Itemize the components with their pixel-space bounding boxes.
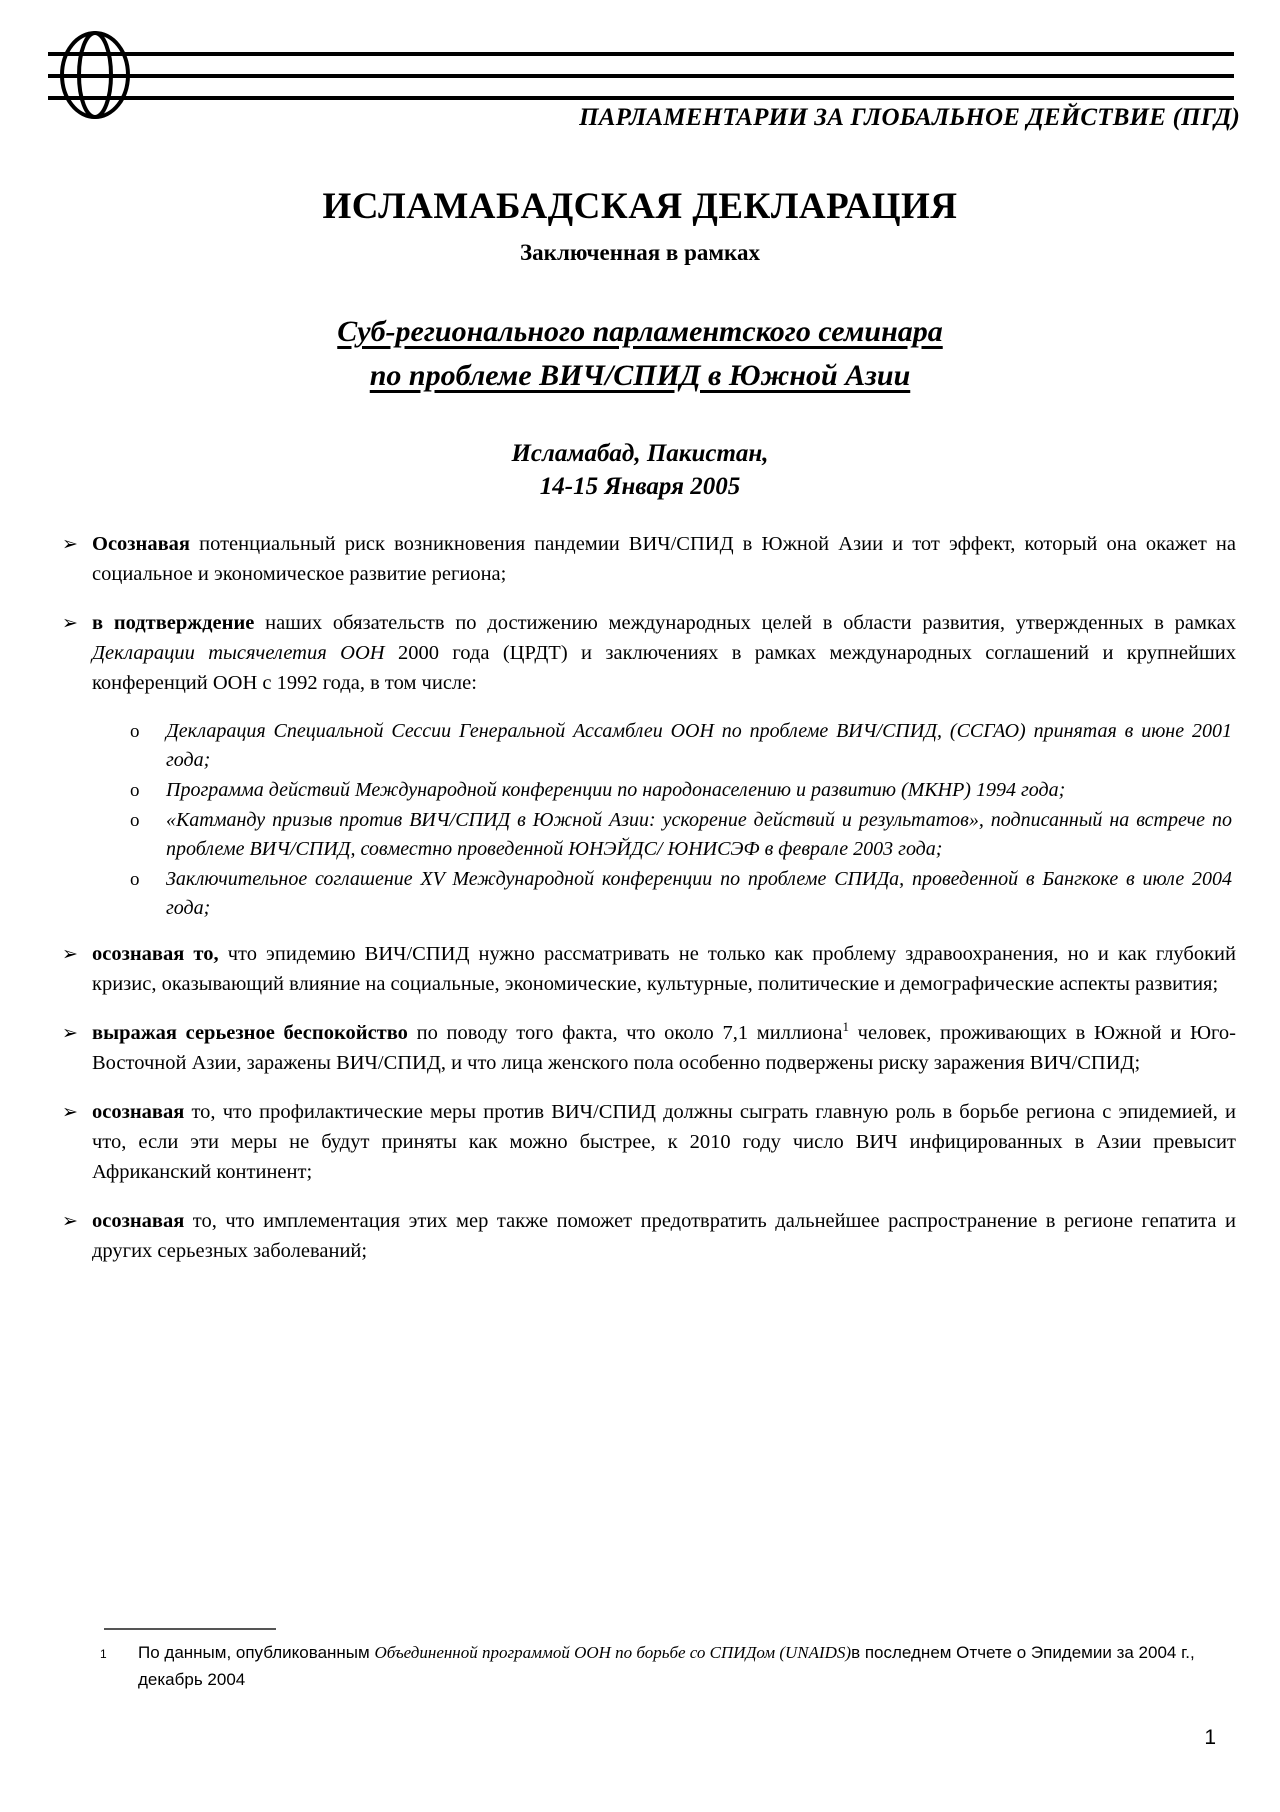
paragraph-rest: то, что имплементация этих мер также поможет предотвратить дальнейшее распространение в регионе гепатита и других серьезных заболеваний; [92, 1210, 1236, 1263]
paragraph-italic-a: Декларации тысячелетия ООН [92, 642, 385, 665]
paragraph-text [92, 608, 1236, 698]
paragraph-rest: то, что профилактические меры против ВИЧ/СПИД должны сыграть главную роль в борьбе региона с эпидемией, и что, если эти меры не будут приняты как можно быстрее, к 2010 году число ВИЧ инфицированных в Азии превысит Африканский континент; [92, 1101, 1236, 1184]
sub-list-item [130, 865, 1236, 923]
footnote-area [48, 1628, 1236, 1693]
footnote-text-b: в последнем Отчете о Эпидемии за 2004 г., декабрь 2004 [138, 1643, 1195, 1689]
list-item [48, 608, 1236, 698]
arrow-bullet-icon: ➢ [62, 533, 78, 556]
sub-list-item [130, 776, 1236, 805]
paragraph-rest: что эпидемию ВИЧ/СПИД нужно рассматривать не только как проблему здравоохранения, но и как глубокий кризис, оказывающий влияние на социальные, экономические, культурные, политические и демографические аспекты развития; [92, 943, 1236, 996]
arrow-bullet-icon: ➢ [62, 1022, 78, 1045]
page-title: ИСЛАМАБАДСКАЯ ДЕКЛАРАЦИЯ [322, 186, 958, 227]
circle-bullet-icon: o [130, 810, 140, 832]
footnote-reference[interactable]: 1 [842, 1019, 849, 1035]
paragraph-text [92, 529, 1236, 589]
list-item [48, 1206, 1236, 1266]
paragraph-text [92, 1018, 1236, 1078]
sub-list-item-text: Декларация Специальной Сессии Генеральной Ассамблеи ООН по проблеме ВИЧ/СПИД, (ССГАО) принятая в июне 2001 года; [166, 720, 1232, 772]
paragraph-text [92, 1206, 1236, 1266]
paragraph-lead: осознавая [92, 1101, 185, 1124]
circle-bullet-icon: o [130, 721, 140, 743]
footnote-text-italic: Объединенной программой ООН по борьбе со СПИДом (UNAIDS) [374, 1643, 852, 1662]
page-number: 1 [1204, 1726, 1216, 1749]
sub-list-item-text: Программа действий Международной конференции по народонаселению и развитию (МКНР) 1994 года; [166, 779, 1066, 802]
circle-bullet-icon: o [130, 780, 140, 802]
letterhead-rule-1 [48, 52, 1234, 56]
document-subtitle: Заключенная в рамках [520, 239, 760, 265]
arrow-bullet-icon: ➢ [62, 1101, 78, 1124]
paragraph-lead: осознавая [92, 1210, 185, 1233]
arrow-bullet-icon: ➢ [62, 943, 78, 966]
paragraph-text [92, 939, 1236, 999]
paragraph-rest: потенциальный риск возникновения пандемии ВИЧ/СПИД в Южной Азии и тот эффект, который она окажет на социальное и экономическое развитие региона; [92, 533, 1236, 586]
title-block [0, 186, 1280, 503]
seminar-title [0, 310, 1280, 397]
paragraph-rest-a: по поводу того факта, что около 7,1 миллиона [407, 1022, 843, 1045]
seminar-title-line-2: по проблеме ВИЧ/СПИД в Южной Азии [369, 358, 911, 392]
list-item [48, 529, 1236, 589]
footnote-text-a: По данным, опубликованным [138, 1643, 375, 1662]
paragraph-lead: выражая серьезное беспокойство [92, 1022, 408, 1045]
paragraph-lead: Осознавая [92, 533, 191, 556]
paragraph-rest-a: наших обязательств по достижению международных целей в области развития, утвержденных в рамках [254, 612, 1236, 635]
paragraph-rest-b: человек, проживающих в Южной и Юго-Восточной Азии, заражены ВИЧ/СПИД, и что лица женского пола особенно подвержены риску заражения ВИЧ/СПИД; [92, 1022, 1237, 1075]
sub-list-item [130, 806, 1236, 864]
list-item [48, 1097, 1236, 1187]
sub-list-item-text: «Катманду призыв против ВИЧ/СПИД в Южной Азии: ускорение действий и результатов», подписанный на встрече по проблеме ВИЧ/СПИД, совместно проведенной ЮНЭЙДС/ ЮНИСЭФ в феврале 2003 года; [166, 809, 1232, 861]
circle-bullet-icon: o [130, 869, 140, 891]
arrow-bullet-icon: ➢ [62, 1210, 78, 1233]
event-date: 14-15 Января 2005 [539, 473, 741, 501]
footnote-text [130, 1639, 1236, 1693]
paragraph-lead: в подтверждение [92, 612, 255, 635]
paragraph-rest-b: 2000 года (ЦРДТ) и заключениях в рамках международных соглашений и крупнейших конференций ООН с 1992 года, в том числе: [92, 642, 1237, 695]
footnote-number: 1 [100, 1647, 107, 1661]
letterhead-rules [48, 44, 1234, 106]
arrow-bullet-icon: ➢ [62, 612, 78, 635]
letterhead-rule-2 [48, 74, 1234, 78]
paragraph-text [92, 1097, 1236, 1187]
sub-list [48, 717, 1236, 923]
event-place: Исламабад, Пакистан, [511, 440, 769, 468]
place-date-block [0, 437, 1280, 503]
letterhead-rule-3 [48, 96, 1234, 100]
document-body [48, 529, 1236, 1266]
list-item [48, 1018, 1236, 1078]
organization-name: ПАРЛАМЕНТАРИИ ЗА ГЛОБАЛЬНОЕ ДЕЙСТВИЕ (ПГД) [579, 104, 1240, 131]
footnote [48, 1639, 1236, 1693]
sub-list-item [130, 717, 1236, 775]
letterhead [0, 0, 1280, 150]
paragraph-lead: осознавая то, [92, 943, 219, 966]
footnote-separator [104, 1628, 276, 1630]
globe-logo-icon [56, 30, 134, 120]
sub-list-item-text: Заключительное соглашение XV Международной конференции по проблеме СПИДа, проведенной в Бангкоке в июле 2004 года; [166, 868, 1232, 920]
seminar-title-line-1: Суб-регионального парламентского семинара [337, 315, 943, 349]
list-item [48, 939, 1236, 999]
